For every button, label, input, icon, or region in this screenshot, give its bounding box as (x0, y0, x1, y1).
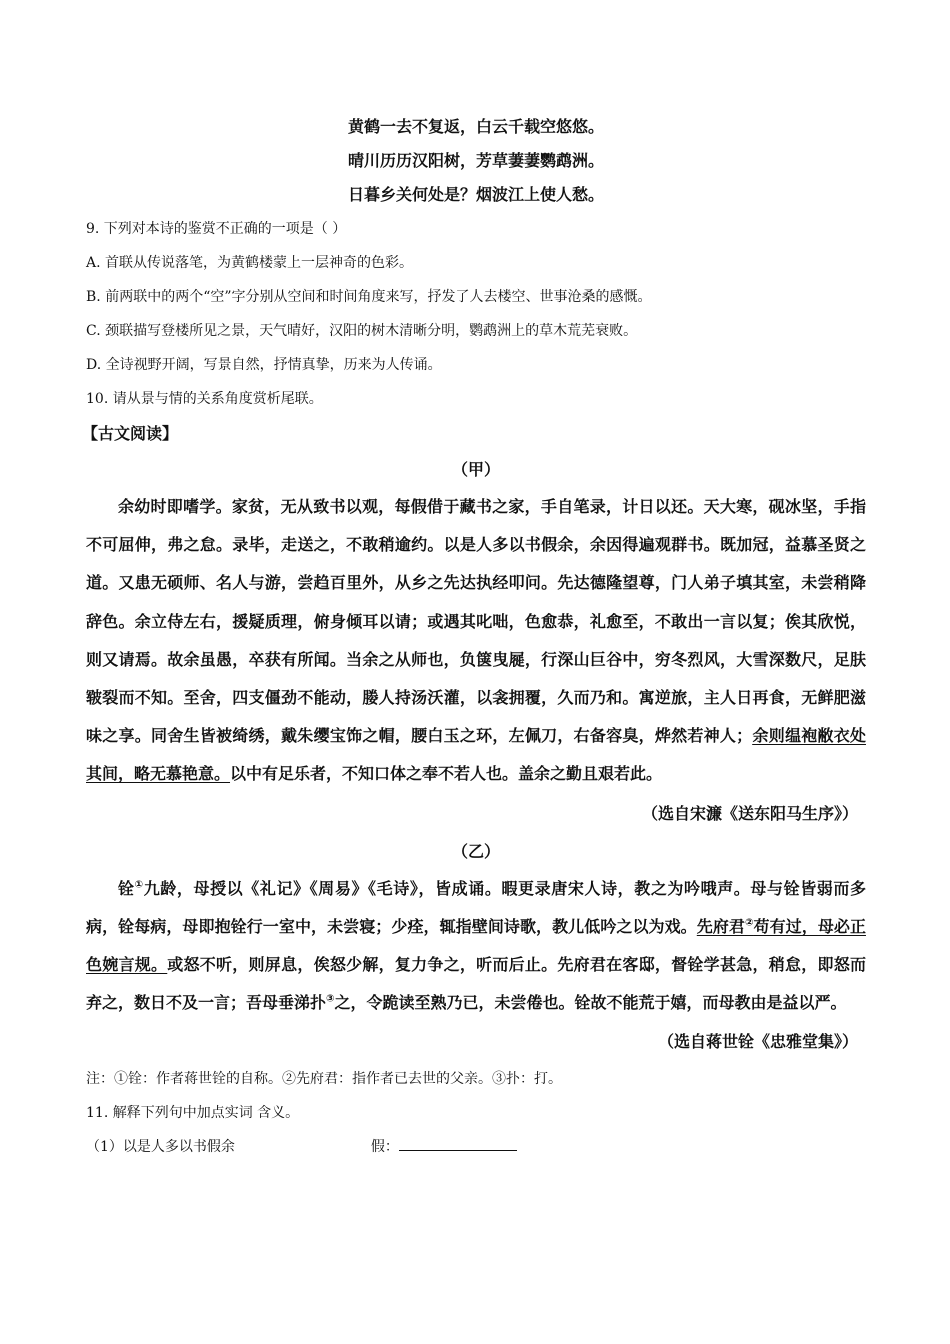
passage-jia (86, 488, 866, 794)
question-9 (86, 212, 866, 382)
passage-yi (86, 870, 866, 1023)
passage-jia-source: （选自宋濂《送东阳马生序》） (641, 803, 858, 823)
footnote-mark: ③ (326, 993, 335, 1005)
question-11-item-1 (86, 1130, 866, 1164)
passage-yi-text: 九龄，母授以《礼记》《周易》《毛诗》，皆成诵。暇更录唐宋人诗，教之为吟哦声。母与铨皆弱而多病，铨每病，母即抱铨行一室中，未尝寝；少痊，辄指壁间诗歌，教儿低吟之以为戏。 (86, 878, 866, 936)
item-text: （1）以是人多以书假余 (86, 1139, 235, 1156)
option-d: D. 全诗视野开阔，写景自然，抒情真挚，历来为人传诵。 (86, 357, 442, 373)
passage-yi-heading: （乙） (451, 841, 500, 861)
underlined-text: 先府君 (696, 916, 745, 936)
passage-yi-text: 铨 (118, 878, 135, 898)
passage-yi-source: （选自蒋世铨《忠雅堂集》） (657, 1032, 858, 1052)
footnote-mark: ② (744, 917, 754, 929)
passage-jia-heading: （甲） (451, 460, 500, 479)
option-b: B. 前两联中的两个“空”字分别从空间和时间角度来写，抒发了人去楼空、世事沧桑的感慨。 (86, 289, 652, 305)
question-9-stem: 9. 下列对本诗的鉴赏不正确的一项是（ ） (86, 221, 347, 237)
poem-line: 日暮乡关何处是？烟波江上使人愁。 (347, 185, 604, 204)
underlined-text: 苟有过，母必正色婉言规。 (86, 916, 866, 975)
question-10: 10. 请从景与情的关系角度赏析尾联。 (86, 391, 323, 407)
answer-blank[interactable] (399, 1136, 517, 1151)
poem (86, 110, 866, 212)
option-c: C. 颈联描写登楼所见之景，天气晴好，汉阳的树木清晰分明，鹦鹉洲上的草木荒芜衰败。 (86, 323, 638, 339)
passage-jia-text-end: 以中有足乐者，不知口体之奉不若人也。盖余之勤且艰若此。 (230, 764, 663, 784)
passage-jia-text: 余幼时即嗜学。家贫，无从致书以观，每假借于藏书之家，手自笔录，计日以还。天大寒，砚冰坚，手指不可屈伸，弗之怠。录毕，走送之，不敢稍逾约。以是人多以书假余，余因得遍观群书。既加冠，益慕圣贤之道。又患无硕师、名人与游，尝趋百里外，从乡之先达执经叩问。先达德隆望尊，门人弟子填其室，未尝稍降辞色。余立侍左右，援疑质理，俯身倾耳以请；或遇其叱咄，色愈恭，礼愈至，不敢出一言以复；俟其欣悦，则又请焉。故余虽愚，卒获有所闻。当余之从师也，负箧曳屣，行深山巨谷中，穷冬烈风，大雪深数尺，足肤皲裂而不知。至舍，四支僵劲不能动，媵人持汤沃灌，以衾拥覆，久而乃和。寓逆旅，主人日再食，无鲜肥滋味之享。同舍生皆被绮绣，戴朱缨宝饰之帽，腰白玉之环，左佩刀，右备容臭，烨然若神人； (86, 497, 866, 746)
section-title: 【古文阅读】 (82, 424, 179, 443)
poem-line: 黄鹤一去不复返，白云千载空悠悠。 (347, 117, 604, 136)
item-label: 假： (370, 1139, 399, 1156)
option-a: A. 首联从传说落笔，为黄鹤楼蒙上一层神奇的色彩。 (86, 255, 414, 271)
poem-line: 晴川历历汉阳树，芳草萋萋鹦鹉洲。 (347, 151, 604, 170)
document-page (82, 110, 866, 1164)
passage-yi-text: 或怒不听，则屏息，俟怒少解，复力争之，听而后止。先府君在客邸，督铨学甚急，稍怠，即怒而弃之，数日不及一言；吾母垂涕扑 (86, 955, 866, 1013)
underlined-sentence: 余则缊袍敝衣处其间，略无慕艳意。 (86, 726, 866, 784)
passage-yi-text: 之，令跪读至熟乃已，未尝倦也。铨故不能荒于嬉，而母教由是益以严。 (334, 993, 847, 1013)
footnote-mark: ① (134, 879, 144, 891)
question-11-stem: 11. 解释下列句中加点实词 含义。 (86, 1105, 300, 1122)
footnote: 注：①铨：作者蒋世铨的自称。②先府君：指作者已去世的父亲。③扑：打。 (86, 1071, 562, 1088)
